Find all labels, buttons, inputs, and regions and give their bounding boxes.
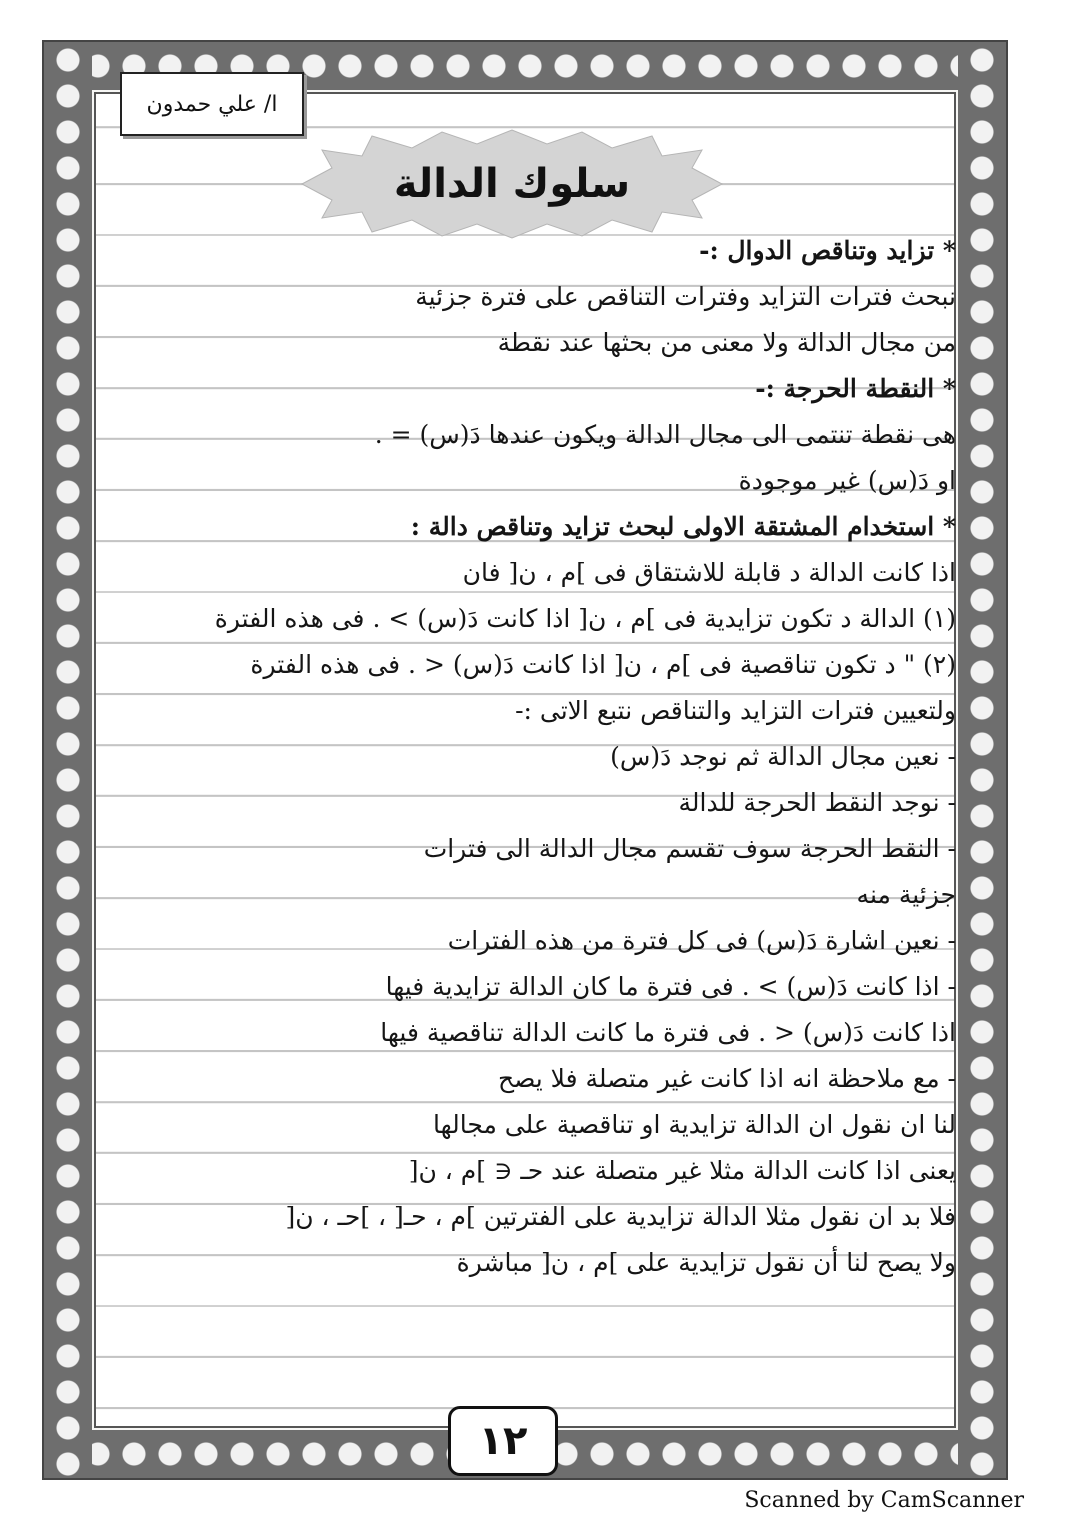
note-line: * تزايد وتناقص الدوال :- (699, 236, 956, 265)
note-line: فلا بد ان نقول مثلا الدالة تزايدية على الفترتين ]م ، حـ[ ، ]حـ ، ن[ (285, 1202, 956, 1231)
page-title: سلوك الدالة (393, 161, 631, 207)
note-line: (٢) " د تكون تناقصية فى ]م ، ن[ اذا كانت دَ(س) < . فى هذه الفترة (250, 650, 956, 679)
frame-border-left (44, 42, 92, 1478)
note-line: او دَ(س) غير موجودة (738, 466, 956, 495)
note-line: جزئية منه (856, 880, 956, 909)
note-line: يعنى اذا كانت الدالة مثلا غير متصلة عند حـ ∈ ]م ، ن[ (408, 1156, 956, 1185)
note-line: - نعين مجال الدالة ثم نوجد دَ(س) (610, 742, 956, 771)
note-line: اذا كانت دَ(س) < . فى فترة ما كانت الدالة تناقصية فيها (380, 1018, 956, 1047)
note-line: - اذا كانت دَ(س) > . فى فترة ما كان الدالة تزايدية فيها (385, 972, 956, 1001)
author-label: ا/ علي حمدون (120, 72, 304, 136)
note-line: * استخدام المشتقة الاولى لبحث تزايد وتناقص دالة : (410, 512, 956, 541)
note-line: ولا يصح لنا أن نقول تزايدية على ]م ، ن[ مباشرة (456, 1248, 956, 1277)
page-number: ١٢ (448, 1406, 558, 1476)
note-line: - مع ملاحظة انه اذا كانت غير متصلة فلا يصح (497, 1064, 956, 1093)
frame-border-right (958, 42, 1006, 1478)
note-line: (١) الدالة د تكون تزايدية فى ]م ، ن[ اذا كانت دَ(س) > . فى هذه الفترة (214, 604, 956, 633)
handwritten-notes (92, 228, 964, 1286)
scanner-watermark: Scanned by CamScanner (744, 1488, 1024, 1513)
note-line: - النقط الحرجة سوف تقسم مجال الدالة الى فترات (423, 834, 956, 863)
note-line: نبحث فترات التزايد وفترات التناقص على فترة جزئية (415, 282, 956, 311)
title-badge (292, 128, 732, 240)
note-line: - نعين اشارة دَ(س) فى كل فترة من هذه الفترات (447, 926, 956, 955)
note-line: اذا كانت الدالة د قابلة للاشتقاق فى ]م ، ن[ فان (462, 558, 956, 587)
note-line: لنا ان نقول ان الدالة تزايدية او تناقصية على مجالها (432, 1110, 956, 1139)
note-line: - نوجد النقط الحرجة للدالة (678, 788, 956, 817)
note-line: * النقطة الحرجة :- (755, 374, 956, 403)
note-line: ولتعيين فترات التزايد والتناقص نتبع الاتى :- (515, 696, 956, 725)
note-line: هى نقطة تنتمى الى مجال الدالة ويكون عندها دَ(س) = . (374, 420, 956, 449)
note-line: من مجال الدالة ولا معنى من بحثها عند نقطة (497, 328, 956, 357)
